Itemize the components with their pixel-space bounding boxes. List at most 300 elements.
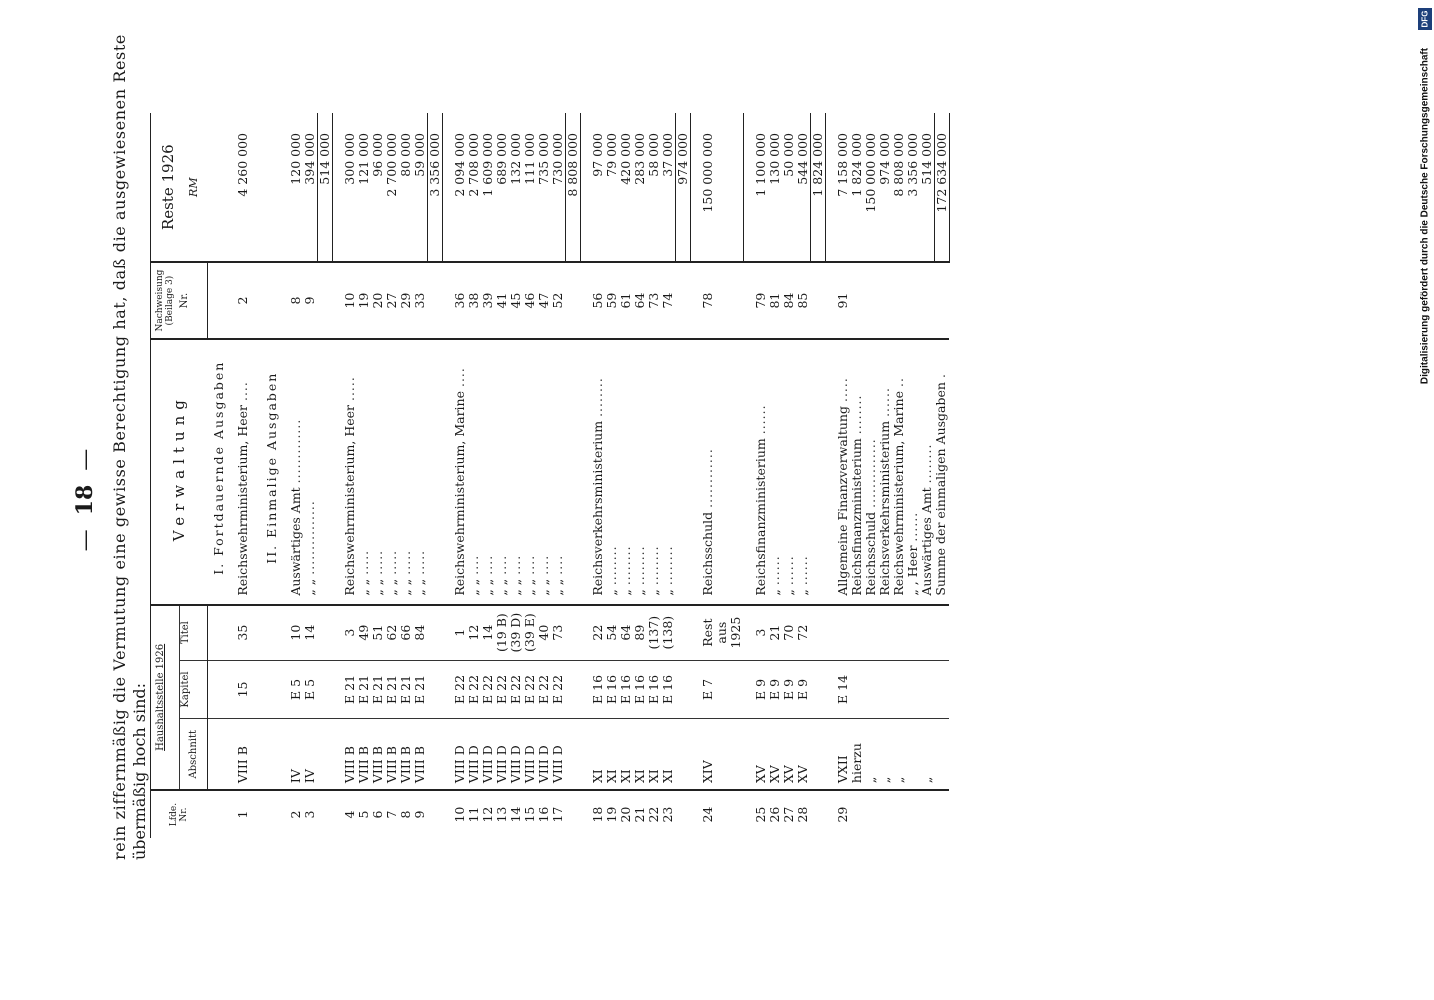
- page-number: [72, 0, 98, 1000]
- kapitel-cell: E 16: [619, 660, 633, 719]
- kapitel-cell: E 21: [399, 660, 413, 719]
- reste-amount-cell: 150 000 000: [701, 113, 743, 262]
- abschnitt-cell: VIII D: [551, 719, 566, 790]
- titel-cell: (19 B): [495, 605, 509, 660]
- kapitel-cell: E 21: [357, 660, 371, 719]
- table-row: [481, 113, 495, 838]
- table-row: [647, 113, 661, 838]
- nachweisung-nr-cell: 33: [413, 262, 428, 338]
- lfd-nr-cell: 24: [700, 806, 715, 823]
- verwaltung-name: „ „: [536, 578, 551, 596]
- leader-dots: ......: [904, 511, 920, 542]
- empty-cell: [260, 605, 279, 660]
- empty-cell: [260, 719, 279, 790]
- table-row: [701, 113, 743, 838]
- lfd-nr-cell: 11: [466, 806, 481, 823]
- abschnitt-cell: hierzu: [850, 719, 864, 790]
- subtotal-row: [428, 113, 443, 838]
- lfd-nr-cell: 26: [766, 806, 782, 823]
- reste-amount-cell: 2 094 000: [453, 113, 467, 262]
- nachweisung-nr-cell: 52: [551, 262, 566, 338]
- leader-dots: .....: [342, 376, 357, 402]
- kapitel-cell: E 21: [413, 660, 428, 719]
- titel-cell: 51: [371, 605, 385, 660]
- intro-line-2: übermäßig hoch sind:: [130, 682, 149, 860]
- leader-dots: ........: [660, 545, 675, 586]
- table-row: [357, 113, 371, 838]
- leader-dots: ............: [700, 448, 715, 508]
- kapitel-cell: E 9: [782, 660, 796, 719]
- kapitel-cell: E 14: [836, 660, 850, 719]
- empty-cell: [676, 605, 691, 660]
- abschnitt-cell: XV: [796, 719, 811, 790]
- abschnitt-cell: VIII B: [236, 719, 250, 790]
- reste-amount-cell: 1 609 000: [481, 113, 495, 262]
- leader-dots: ....: [452, 367, 467, 388]
- table-row: [619, 113, 633, 838]
- reste-amount-cell: 120 000: [289, 113, 303, 262]
- empty-cell: [810, 605, 825, 660]
- kapitel-cell: E 16: [633, 660, 647, 719]
- titel-cell: (39 E): [523, 605, 537, 660]
- empty-cell: [810, 719, 825, 790]
- leader-dots: ........: [848, 394, 864, 435]
- verwaltung-name: Auswärtiges Amt: [288, 487, 303, 596]
- leader-dots: ....: [536, 554, 551, 575]
- verwaltung-cell: [399, 339, 413, 605]
- table-row: [864, 113, 878, 838]
- empty-cell: [428, 605, 443, 660]
- verwaltung-name: „: [646, 589, 661, 596]
- empty-cell: [318, 719, 333, 790]
- page-number-dash-right: —: [73, 448, 98, 471]
- table-row: [782, 113, 796, 838]
- verwaltung-name: „: [780, 589, 796, 596]
- nachweisung-nr-cell: 20: [371, 262, 385, 338]
- verwaltung-cell: [509, 339, 523, 605]
- reste-amount-cell: 3 356 000: [906, 113, 920, 262]
- leader-dots: ....: [550, 554, 565, 575]
- kapitel-cell: E 22: [537, 660, 551, 719]
- empty-cell: [810, 790, 825, 838]
- verwaltung-name: Reichsfinanzministerium: [848, 438, 864, 596]
- reste-amount-cell: 1 100 000: [754, 113, 768, 262]
- verwaltung-cell: [768, 339, 782, 605]
- nachweisung-nr-cell: 61: [619, 262, 633, 338]
- titel-cell: [878, 605, 892, 660]
- verwaltung-name: „ „: [550, 578, 565, 596]
- section-row: [260, 113, 279, 838]
- lfd-nr-cell: [878, 790, 892, 838]
- abschnitt-cell: VXII: [836, 719, 850, 790]
- nachweisung-nr-cell: 39: [481, 262, 495, 338]
- table-row: [934, 113, 949, 838]
- reste-amount-cell: 420 000: [619, 113, 633, 262]
- titel-cell: 73: [551, 605, 566, 660]
- lfd-nr-cell: 10: [452, 806, 467, 823]
- verwaltung-name: „ „: [398, 578, 413, 596]
- verwaltung-name: „ , Heer: [904, 545, 920, 596]
- subtotal-row: [676, 113, 691, 838]
- titel-cell: 84: [413, 605, 428, 660]
- empty-cell: [676, 262, 691, 338]
- lfd-nr-cell: 22: [646, 806, 661, 823]
- verwaltung-cell: [495, 339, 509, 605]
- reste-amount-cell: 514 000: [920, 113, 935, 262]
- spacer-row: [250, 113, 260, 838]
- empty-cell: [566, 719, 581, 790]
- leader-dots: ......: [794, 555, 810, 586]
- subtotal-row: [566, 113, 581, 838]
- verwaltung-cell: [782, 339, 796, 605]
- empty-cell: [676, 790, 691, 838]
- verwaltung-name: „: [618, 589, 633, 596]
- table-row: [661, 113, 676, 838]
- leader-dots: .....: [834, 377, 850, 403]
- leader-dots: ...............: [302, 500, 317, 575]
- nachweisung-nr-cell: 36: [453, 262, 467, 338]
- leader-dots: .: [933, 373, 948, 379]
- reste-amount-cell: 111 000: [523, 113, 537, 262]
- nachweisung-nr-cell: [850, 262, 864, 338]
- titel-cell: Rest aus 1925: [701, 605, 743, 660]
- reste-amount-cell: 735 000: [537, 113, 551, 262]
- nachweisung-nr-cell: 79: [754, 262, 768, 338]
- leader-dots: .............: [288, 418, 303, 484]
- reste-amount-cell: 394 000: [303, 113, 318, 262]
- verwaltung-name: „ „: [494, 578, 509, 596]
- leader-dots: ....: [522, 554, 537, 575]
- reste-amount-cell: 730 000: [551, 113, 566, 262]
- titel-cell: 54: [605, 605, 619, 660]
- table-row: [605, 113, 619, 838]
- kapitel-cell: E 22: [481, 660, 495, 719]
- titel-cell: 3: [754, 605, 768, 660]
- nachweisung-nr-cell: 38: [467, 262, 481, 338]
- abschnitt-cell: „: [878, 719, 892, 790]
- empty-cell: [260, 262, 279, 338]
- header-verwaltung: Verwaltung: [151, 339, 208, 605]
- kapitel-cell: E 22: [467, 660, 481, 719]
- abschnitt-cell: IV: [303, 719, 318, 790]
- verwaltung-cell: [619, 339, 633, 605]
- verwaltung-name: „ „: [466, 578, 481, 596]
- dfg-funding-text: Digitalisierung gefördert durch die Deutsche Forschungsgemeinschaft: [1419, 47, 1431, 385]
- abschnitt-cell: VIII D: [523, 719, 537, 790]
- lfd-nr-cell: [920, 790, 935, 838]
- table-row: [303, 113, 318, 838]
- verwaltung-cell: [385, 339, 399, 605]
- kapitel-cell: [892, 660, 906, 719]
- dfg-sidenote: [1418, 8, 1432, 398]
- verwaltung-cell: [481, 339, 495, 605]
- section-row: [207, 113, 226, 838]
- reste-amount-cell: 96 000: [371, 113, 385, 262]
- abschnitt-cell: XV: [768, 719, 782, 790]
- lfd-nr-cell: [906, 790, 920, 838]
- verwaltung-cell: [647, 339, 661, 605]
- abschnitt-cell: XV: [782, 719, 796, 790]
- dfg-logo-text: DFG: [1420, 10, 1430, 28]
- reste-amount-cell: 59 000: [413, 113, 428, 262]
- kapitel-cell: E 9: [754, 660, 768, 719]
- table-row: [892, 113, 906, 838]
- verwaltung-cell: [357, 339, 371, 605]
- leader-dots: ......: [766, 555, 782, 586]
- lfd-nr-cell: 16: [536, 806, 551, 823]
- empty-cell: [428, 262, 443, 338]
- nachweisung-nr-cell: 47: [537, 262, 551, 338]
- reste-amount-cell: 283 000: [633, 113, 647, 262]
- reste-amount-cell: 121 000: [357, 113, 371, 262]
- abschnitt-cell: „: [864, 719, 878, 790]
- verwaltung-cell: [836, 339, 850, 605]
- verwaltung-cell: [920, 339, 935, 605]
- abschnitt-cell: XI: [619, 719, 633, 790]
- kapitel-cell: E 9: [796, 660, 811, 719]
- nachweisung-nr-cell: [892, 262, 906, 338]
- titel-cell: 14: [303, 605, 318, 660]
- table-row: [343, 113, 357, 838]
- nachweisung-nr-cell: [864, 262, 878, 338]
- titel-cell: 1: [453, 605, 467, 660]
- abschnitt-cell: XI: [633, 719, 647, 790]
- nachweisung-nr-cell: 10: [343, 262, 357, 338]
- intro-text: [110, 34, 150, 860]
- subtotal-row: [318, 113, 333, 838]
- titel-cell: [864, 605, 878, 660]
- leader-dots: .....: [370, 549, 385, 575]
- abschnitt-cell: [906, 719, 920, 790]
- leader-dots: .....: [398, 549, 413, 575]
- verwaltung-name: Reichswehrministerium, Heer: [235, 405, 250, 596]
- header-nachweisung-nr: Nr.: [179, 262, 207, 338]
- reste-amount-cell: 2 708 000: [467, 113, 481, 262]
- verwaltung-cell: [413, 339, 428, 605]
- titel-cell: 49: [357, 605, 371, 660]
- leader-dots: .....: [384, 549, 399, 575]
- verwaltung-cell: [934, 339, 949, 605]
- section-einmalige: II. Einmalige Ausgaben: [260, 339, 279, 605]
- leader-dots: ....: [235, 381, 250, 402]
- empty-cell: [318, 339, 333, 605]
- empty-cell: [810, 339, 825, 605]
- reste-amount-cell: 2 700 000: [385, 113, 399, 262]
- kapitel-cell: [934, 660, 949, 719]
- verwaltung-name: „: [632, 589, 647, 596]
- abschnitt-cell: XI: [661, 719, 676, 790]
- verwaltung-name: „ „: [302, 578, 317, 596]
- titel-cell: 35: [236, 605, 250, 660]
- lfd-nr-cell: 19: [604, 806, 619, 823]
- empty-cell: [566, 660, 581, 719]
- lfd-nr-cell: 27: [780, 806, 796, 823]
- kapitel-cell: E 22: [495, 660, 509, 719]
- table-header: [151, 113, 208, 838]
- verwaltung-name: Allgemeine Finanzverwaltung: [834, 406, 850, 596]
- kapitel-cell: E 22: [551, 660, 566, 719]
- verwaltung-cell: [467, 339, 481, 605]
- nachweisung-nr-cell: 91: [836, 262, 850, 338]
- reste-amount-cell: 974 000: [878, 113, 892, 262]
- reste-amount-cell: 8 808 000: [892, 113, 906, 262]
- verwaltung-name: Reichsverkehrsministerium: [590, 420, 605, 596]
- kapitel-cell: E 21: [385, 660, 399, 719]
- titel-cell: [934, 605, 949, 660]
- subtotal-amount-cell: 514 000: [318, 113, 333, 262]
- kapitel-cell: E 5: [289, 660, 303, 719]
- nachweisung-nr-cell: 78: [701, 262, 743, 338]
- subtotal-amount-cell: 974 000: [676, 113, 691, 262]
- titel-cell: 22: [591, 605, 605, 660]
- kapitel-cell: E 21: [343, 660, 357, 719]
- abschnitt-cell: VIII D: [509, 719, 523, 790]
- kapitel-cell: [850, 660, 864, 719]
- nachweisung-nr-cell: 27: [385, 262, 399, 338]
- total-amount-cell: 172 634 000: [934, 113, 949, 262]
- lfd-nr-cell: 20: [618, 806, 633, 823]
- lfd-nr-cell: 8: [398, 810, 413, 819]
- verwaltung-cell: [878, 339, 892, 605]
- verwaltung-name: Reichswehrministerium, Marine: [452, 391, 467, 596]
- kapitel-cell: E 22: [523, 660, 537, 719]
- lfd-nr-cell: 17: [550, 806, 565, 823]
- nachweisung-nr-cell: [934, 262, 949, 338]
- table-row: [399, 113, 413, 838]
- titel-cell: 3: [343, 605, 357, 660]
- nachweisung-nr-cell: 9: [303, 262, 318, 338]
- leader-dots: ........: [918, 443, 934, 484]
- table-row: [537, 113, 551, 838]
- table-row: [371, 113, 385, 838]
- reste-amount-cell: 4 260 000: [236, 113, 250, 262]
- intro-line-1: rein ziffernmäßig die Vermutung eine gewisse Berechtigung hat, daß die ausgewiesenen Reste: [110, 34, 129, 860]
- abschnitt-cell: VIII B: [357, 719, 371, 790]
- lfd-nr-cell: 2: [288, 810, 303, 819]
- nachweisung-nr-cell: 41: [495, 262, 509, 338]
- verwaltung-name: Reichswehrministerium, Marine: [890, 391, 906, 596]
- verwaltung-cell: [661, 339, 676, 605]
- kapitel-cell: [920, 660, 935, 719]
- kapitel-cell: E 16: [647, 660, 661, 719]
- lfd-nr-cell: 14: [508, 806, 523, 823]
- nachweisung-nr-cell: 8: [289, 262, 303, 338]
- nachweisung-nr-cell: [906, 262, 920, 338]
- titel-cell: 21: [768, 605, 782, 660]
- leader-dots: ........: [604, 545, 619, 586]
- verwaltung-name: Reichsschuld: [862, 511, 878, 596]
- reste-amount-cell: 50 000: [782, 113, 796, 262]
- lfd-nr-cell: [934, 790, 949, 838]
- abschnitt-cell: XI: [605, 719, 619, 790]
- lfd-nr-cell: 23: [660, 806, 675, 823]
- verwaltung-name: „ „: [412, 578, 427, 596]
- lfd-nr-cell: 18: [590, 806, 605, 823]
- leader-dots: ........: [646, 545, 661, 586]
- reste-amount-cell: 544 000: [796, 113, 811, 262]
- titel-cell: 10: [289, 605, 303, 660]
- abschnitt-cell: VIII D: [453, 719, 467, 790]
- titel-cell: 70: [782, 605, 796, 660]
- empty-cell: [566, 339, 581, 605]
- table-row: [289, 113, 303, 838]
- abschnitt-cell: XIV: [701, 719, 743, 790]
- leader-dots: ..............: [862, 438, 878, 508]
- header-reste: [151, 113, 208, 262]
- empty-cell: [428, 719, 443, 790]
- verwaltung-name: Reichsverkehrsministerium: [876, 420, 892, 596]
- table-row: [523, 113, 537, 838]
- titel-cell: (138): [661, 605, 676, 660]
- abschnitt-cell: XI: [591, 719, 605, 790]
- verwaltung-cell: [892, 339, 906, 605]
- reste-amount-cell: 79 000: [605, 113, 619, 262]
- empty-cell: [566, 790, 581, 838]
- verwaltung-name: „: [766, 589, 782, 596]
- header-reste-unit: RM: [186, 177, 200, 197]
- header-lfd-nr: Lfde. Nr.: [169, 802, 189, 827]
- titel-cell: [892, 605, 906, 660]
- titel-cell: 12: [467, 605, 481, 660]
- verwaltung-cell: [343, 339, 357, 605]
- verwaltung-name: „: [660, 589, 675, 596]
- kapitel-cell: E 7: [701, 660, 743, 719]
- verwaltung-name: „ „: [356, 578, 371, 596]
- reste-amount-cell: 37 000: [661, 113, 676, 262]
- reste-amount-cell: 58 000: [647, 113, 661, 262]
- header-reste-label: Reste 1926: [158, 144, 177, 231]
- abschnitt-cell: VIII B: [413, 719, 428, 790]
- header-haushaltsstelle: Haushaltsstelle 1926: [151, 605, 180, 790]
- reste-amount-cell: 80 000: [399, 113, 413, 262]
- verwaltung-cell: [864, 339, 878, 605]
- verwaltung-cell: [371, 339, 385, 605]
- page-number-dash-left: —: [73, 529, 98, 552]
- titel-cell: [906, 605, 920, 660]
- header-kapitel: Kapitel: [179, 660, 207, 719]
- lfd-nr-cell: 7: [384, 810, 399, 819]
- lfd-nr-cell: 5: [356, 810, 371, 819]
- empty-cell: [260, 113, 279, 262]
- leader-dots: ......: [876, 387, 892, 417]
- nachweisung-nr-cell: 29: [399, 262, 413, 338]
- abschnitt-cell: IV: [289, 719, 303, 790]
- titel-cell: 72: [796, 605, 811, 660]
- table-row: [920, 113, 935, 838]
- nachweisung-nr-cell: 73: [647, 262, 661, 338]
- verwaltung-name: „ „: [508, 578, 523, 596]
- verwaltung-name: „ „: [480, 578, 495, 596]
- verwaltung-cell: [453, 339, 467, 605]
- empty-cell: [428, 660, 443, 719]
- abschnitt-cell: „: [892, 719, 906, 790]
- empty-cell: [260, 660, 279, 719]
- verwaltung-cell: [906, 339, 920, 605]
- titel-cell: 40: [537, 605, 551, 660]
- reste-amount-cell: 150 000 000: [864, 113, 878, 262]
- titel-cell: (39 D): [509, 605, 523, 660]
- lfd-nr-cell: 21: [632, 806, 647, 823]
- empty-cell: [318, 790, 333, 838]
- empty-cell: [676, 339, 691, 605]
- empty-cell: [428, 339, 443, 605]
- abschnitt-cell: VIII D: [537, 719, 551, 790]
- table-row: [236, 113, 250, 838]
- verwaltung-cell: [796, 339, 811, 605]
- nachweisung-nr-cell: 19: [357, 262, 371, 338]
- empty-cell: [318, 660, 333, 719]
- titel-cell: 66: [399, 605, 413, 660]
